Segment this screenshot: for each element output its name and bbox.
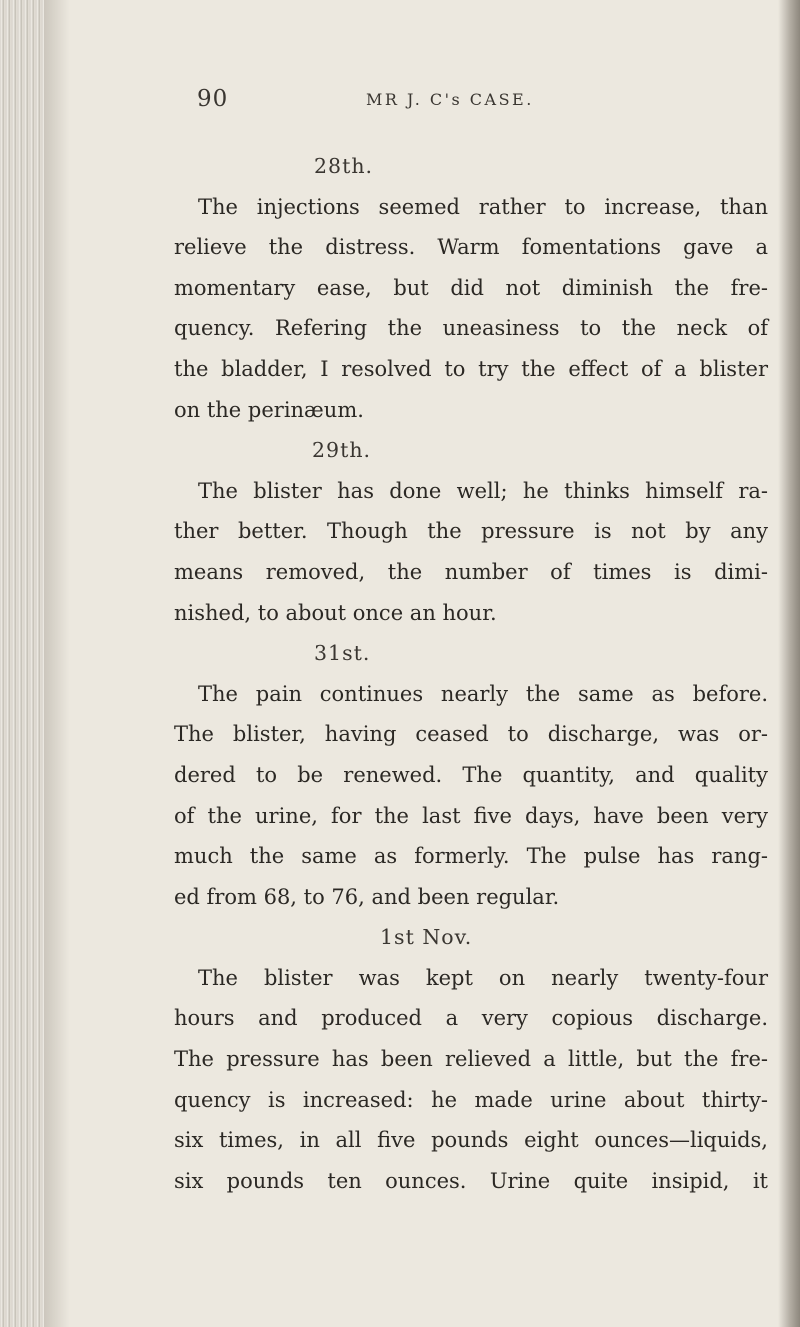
text-line: The blister, having ceased to discharge, was or-	[174, 722, 768, 747]
text-line: relieve the distress. Warm fomentations gave a	[174, 235, 768, 260]
running-head: MR J. C's CASE.	[366, 90, 534, 109]
entry-date: 31st.	[314, 641, 371, 666]
book-binding	[0, 0, 44, 1327]
body-text	[174, 146, 768, 1201]
page-edge	[778, 0, 800, 1327]
text-line: quency. Refering the uneasiness to the neck of	[174, 316, 768, 341]
text-line: ed from 68, to 76, and been regular.	[174, 884, 560, 909]
text-line: on the perinæum.	[174, 397, 364, 422]
text-line: The injections seemed rather to increase, than	[198, 194, 768, 219]
text-line: hours and produced a very copious discharge.	[174, 1006, 768, 1031]
text-line: ther better. Though the pressure is not by any	[174, 519, 768, 544]
text-line: of the urine, for the last five days, have been very	[174, 803, 768, 828]
text-line: the bladder, I resolved to try the effect of a blister	[174, 356, 768, 381]
text-line: The blister has done well; he thinks himself ra-	[198, 478, 768, 503]
entry-date: 29th.	[312, 438, 372, 463]
text-line: six times, in all five pounds eight ounces—liquids,	[174, 1128, 768, 1153]
text-line: momentary ease, but did not diminish the fre-	[174, 275, 768, 300]
page-number: 90	[197, 86, 229, 112]
text-line: six pounds ten ounces. Urine quite insipid, it	[174, 1168, 768, 1193]
text-line: nished, to about once an hour.	[174, 600, 497, 625]
entry-date: 28th.	[314, 154, 374, 178]
entry-date: 1st Nov.	[380, 925, 473, 950]
text-line: The blister was kept on nearly twenty-four	[198, 965, 768, 990]
text-line: The pressure has been relieved a little, but the fre-	[174, 1047, 768, 1072]
text-line: dered to be renewed. The quantity, and quality	[174, 762, 768, 787]
text-line: much the same as formerly. The pulse has rang-	[174, 844, 768, 869]
text-line: means removed, the number of times is dimi-	[174, 559, 768, 584]
gutter-shadow	[44, 0, 70, 1327]
page-header	[0, 80, 800, 120]
text-line: The pain continues nearly the same as before.	[198, 681, 768, 706]
text-line: quency is increased: he made urine about thirty-	[174, 1087, 768, 1112]
